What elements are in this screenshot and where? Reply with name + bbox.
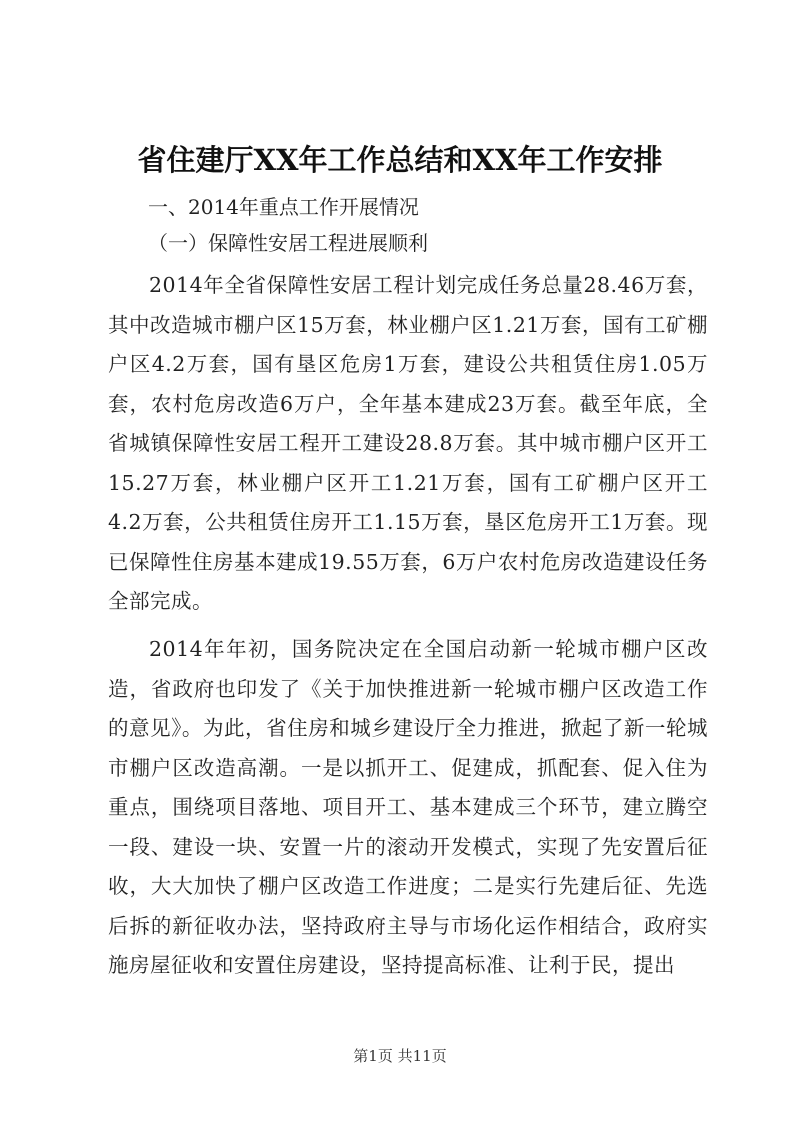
body-paragraph: 2014年年初，国务院决定在全国启动新一轮城市棚户区改造，省政府也印发了《关于加快推进新一轮城市棚户区改造工作的意见》。为此，省住房和城乡建设厅全力推进，掀起了新一轮城市棚户区改造高潮。一是以抓开工、促建成，抓配套、促入住为重点，围绕项目落地、项目开工、基本建成三个环节，建立腾空一段、建设一块、安置一片的滚动开发模式，实现了先安置后征收，大大加快了棚户区改造工作进度；二是实行先建后征、先选后拆的新征收办法，坚持政府主导与市场化运作相结合，政府实施房屋征收和安置住房建设，坚持提高标准、让利于民，提出: [108, 637, 708, 977]
subsection-heading: （一）保障性安居工程进展顺利: [148, 231, 428, 255]
section-heading: 一、2014年重点工作开展情况: [148, 195, 419, 219]
page-number-footer: 第1页 共11页: [353, 1047, 447, 1065]
document-title: 省住建厅XX年工作总结和XX年工作安排: [137, 143, 663, 177]
body-paragraph: 2014年全省保障性安居工程计划完成任务总量28.46万套，其中改造城市棚户区15万套，林业棚户区1.21万套，国有工矿棚户区4.2万套，国有垦区危房1万套，建设公共租赁住房1.05万套，农村危房改造6万户，全年基本建成23万套。截至年底，全省城镇保障性安居工程开工建设28.8万套。其中城市棚户区开工15.27万套，林业棚户区开工1.21万套，国有工矿棚户区开工4.2万套，公共租赁住房开工1.15万套，垦区危房开工1万套。现已保障性住房基本建成19.55万套，6万户农村危房改造建设任务全部完成。: [108, 273, 708, 613]
